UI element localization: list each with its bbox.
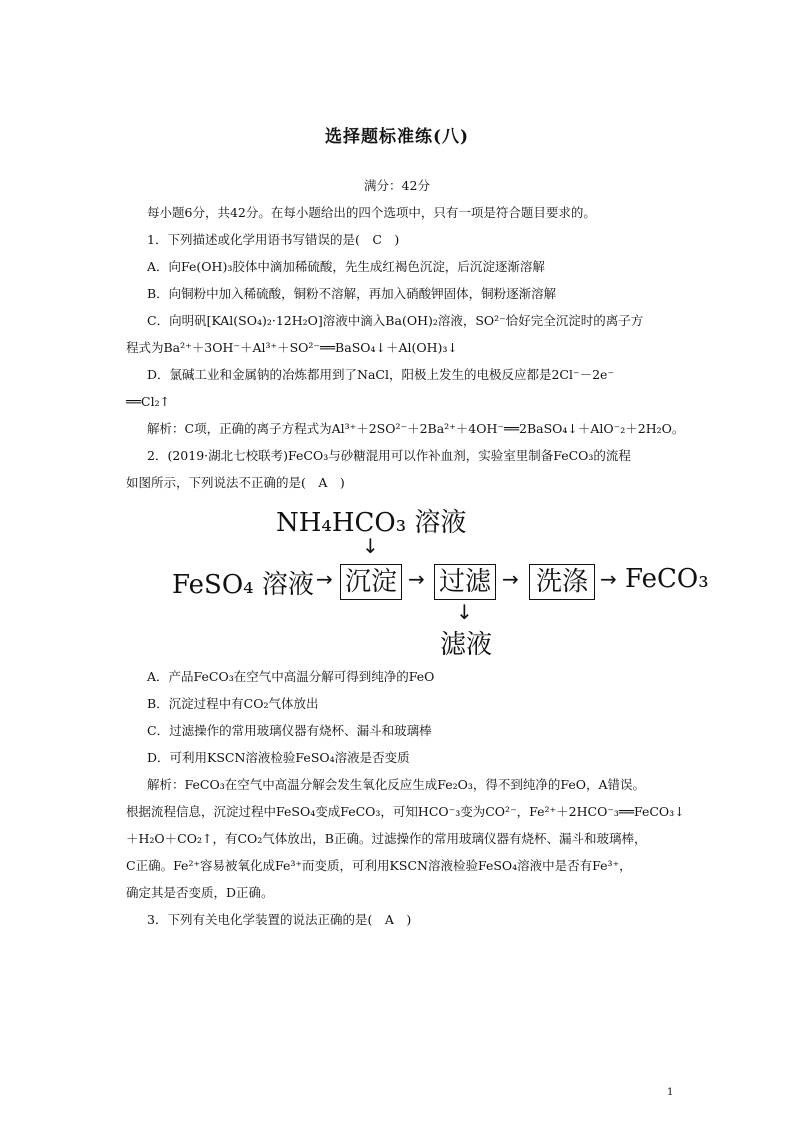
arrow-right-icon: → — [408, 567, 425, 591]
arrow-right-icon: → — [502, 567, 519, 591]
q2-analysis: 解析：FeCO₃在空气中高温分解会发生氧化反应生成Fe₂O₃，得不到纯净的FeO，A错误。 — [147, 777, 646, 792]
flow-step-wash: 洗涤 — [529, 564, 595, 600]
q1-analysis: 解析：C项，正确的离子方程式为Al³⁺＋2SO²⁻＋2Ba²⁺＋4OH⁻══2BaSO₄↓＋AlO⁻₂＋2H₂O。 — [147, 421, 685, 436]
page-title: 选择题标准练(八) — [324, 127, 470, 147]
flow-step-filter: 过滤 — [434, 564, 496, 600]
q1-option-a: A．向Fe(OH)₃胶体中滴加稀硫酸，先生成红褐色沉淀，后沉淀逐渐溶解 — [147, 259, 545, 274]
q1-stem: 1．下列描述或化学用语书写错误的是( C ) — [147, 232, 400, 247]
q2-analysis-cont: 确定其是否变质，D正确。 — [126, 885, 274, 900]
q2-option-d: D．可利用KSCN溶液检验FeSO₄溶液是否变质 — [147, 750, 410, 765]
q2-option-b: B．沉淀过程中有CO₂气体放出 — [147, 696, 319, 711]
instructions: 每小题6分，共42分。在每小题给出的四个选项中，只有一项是符合题目要求的。 — [147, 205, 596, 220]
arrow-down-icon: ↓ — [456, 600, 473, 624]
arrow-right-icon: → — [600, 567, 617, 591]
q2-analysis-cont: C正确。Fe²⁺容易被氧化成Fe³⁺而变质，可利用KSCN溶液检验FeSO₄溶液中是否有Fe³⁺， — [126, 858, 632, 873]
flow-start-label: FeSO₄ 溶液 — [172, 570, 314, 600]
arrow-right-icon: → — [316, 567, 333, 591]
score-line: 满分：42分 — [364, 178, 430, 193]
q2-stem-cont: 如图所示，下列说法不正确的是( A ) — [126, 475, 345, 490]
flow-product-label: FeCO₃ — [625, 564, 709, 594]
arrow-down-icon: ↓ — [362, 534, 379, 558]
flow-byproduct-label: 滤液 — [440, 630, 493, 660]
process-flow-diagram — [170, 500, 710, 660]
q2-option-c: C．过滤操作的常用玻璃仪器有烧杯、漏斗和玻璃棒 — [147, 723, 432, 738]
q2-analysis-cont: 根据流程信息，沉淀过程中FeSO₄变成FeCO₃，可知HCO⁻₃变为CO²⁻，Fe²⁺＋2HCO⁻₃══FeCO₃↓ — [126, 804, 685, 819]
flow-step-precipitate: 沉淀 — [340, 564, 402, 600]
q1-option-c: C．向明矾[KAl(SO₄)₂·12H₂O]溶液中滴入Ba(OH)₂溶液，SO²⁻恰好完全沉淀时的离子方 — [147, 313, 644, 328]
q2-stem: 2．(2019·湖北七校联考)FeCO₃与砂糖混用可以作补血剂，实验室里制备FeCO₃的流程 — [147, 448, 631, 463]
q2-option-a: A．产品FeCO₃在空气中高温分解可得到纯净的FeO — [147, 669, 435, 684]
q3-stem: 3．下列有关电化学装置的说法正确的是( A ) — [147, 912, 412, 927]
q2-analysis-cont: ＋H₂O＋CO₂↑，有CO₂气体放出，B正确。过滤操作的常用玻璃仪器有烧杯、漏斗和玻璃棒， — [126, 831, 647, 846]
page-number: 1 — [667, 1087, 674, 1098]
q1-option-d: D．氯碱工业和金属钠的冶炼都用到了NaCl，阳极上发生的电极反应都是2Cl⁻－2e⁻ — [147, 367, 615, 382]
flow-reagent-label: NH₄HCO₃ 溶液 — [276, 508, 467, 538]
q1-option-c-cont: 程式为Ba²⁺＋3OH⁻＋Al³⁺＋SO²⁻══BaSO₄↓＋Al(OH)₃↓ — [126, 340, 458, 355]
q1-option-b: B．向铜粉中加入稀硫酸，铜粉不溶解，再加入硝酸钾固体，铜粉逐渐溶解 — [147, 286, 557, 301]
q1-option-d-cont: ══Cl₂↑ — [126, 394, 171, 409]
